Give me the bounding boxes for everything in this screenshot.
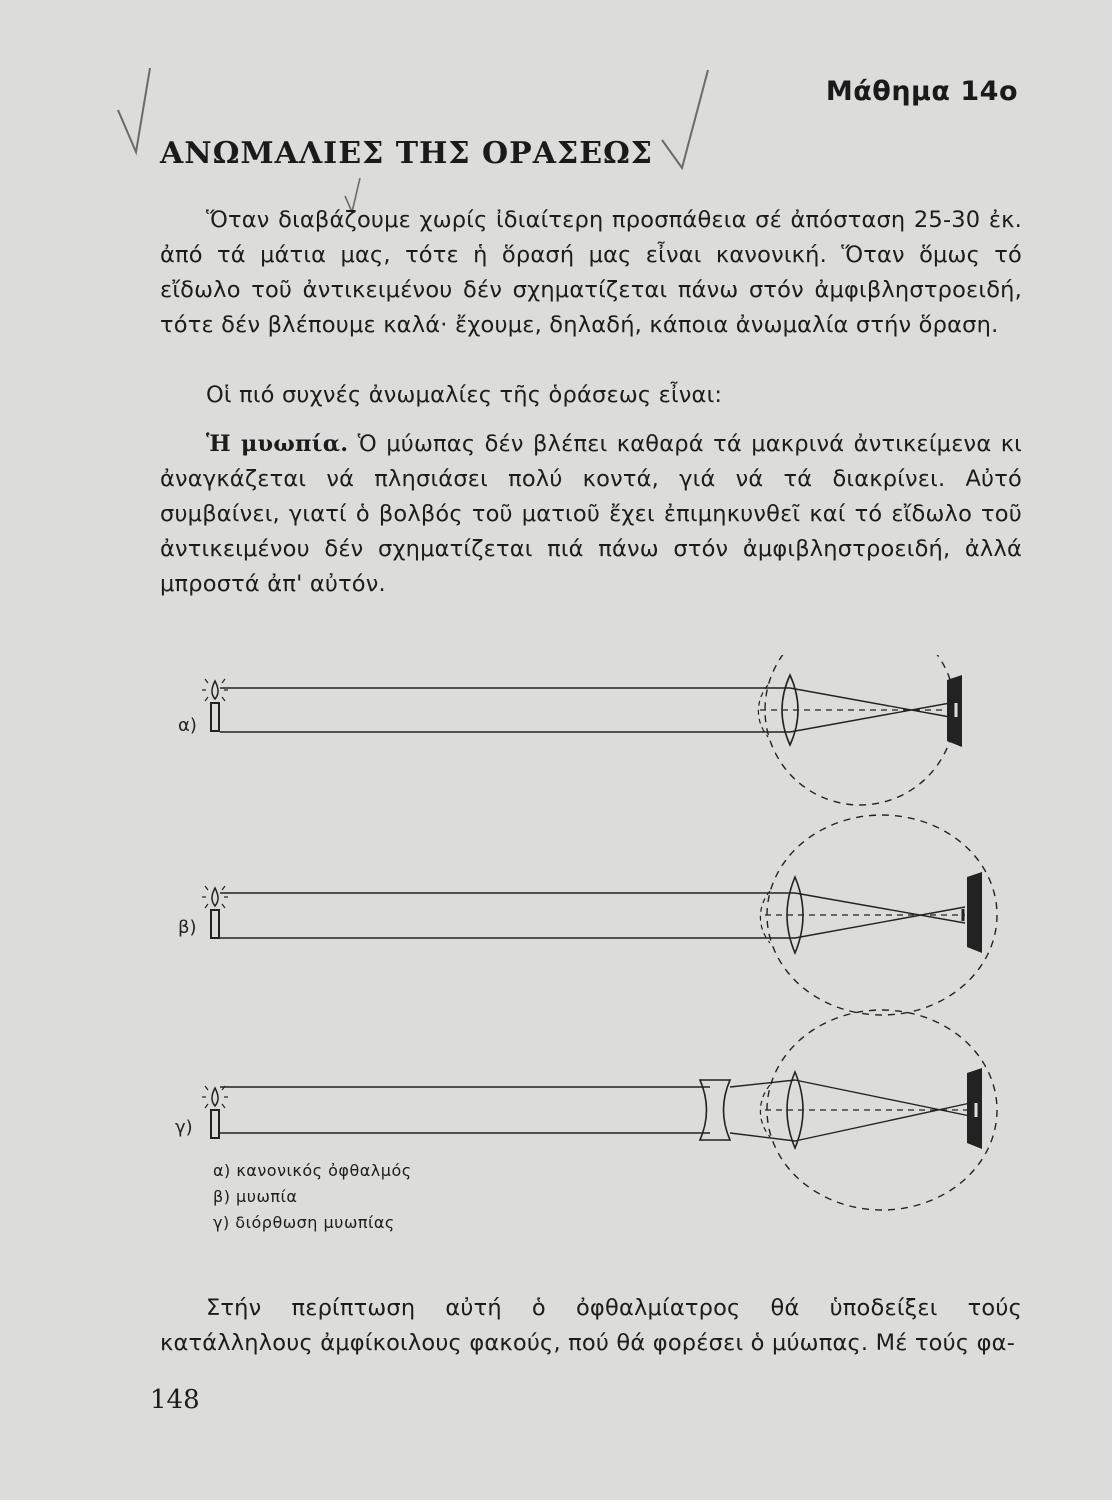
page-number: 148 [150,1385,200,1415]
pencil-check-mark [662,70,708,168]
lesson-number: Μάθημα 14ο [825,76,1018,107]
correction-paragraph [160,1291,1022,1361]
paragraph-anomalies-list: Οἱ πιό συχνές ἀνωμαλίες τῆς ὁράσεως εἶναι: [206,382,723,408]
anomalies-intro [160,378,1022,413]
retina-screen [967,872,982,953]
light-ray [790,688,950,717]
light-ray [795,1102,975,1141]
intro-paragraph [160,203,1022,343]
paragraph-normal-vision: Ὅταν διαβάζουμε χωρίς ἰδιαίτερη προσπάθεια σέ ἀπόσταση 25-30 ἐκ. ἀπό τά μάτια μας, τότε ἡ ὅρασή μας εἶναι κανονική. Ὅταν ὅμως τό εἴδωλο τοῦ ἀντικειμένου δέν σχηματίζεται πάνω στόν ἀμφιβληστροειδή, τότε δέν βλέπουμε καλά· ἔχουμε, δηλαδή, κάποια ἀνωμαλία στήν ὅραση. [160,207,1022,338]
chapter-title: ΑΝΩΜΑΛΙΕΣ ΤΗΣ ΟΡΑΣΕΩΣ [160,136,654,171]
legend-item-myopia: β) μυωπία [213,1187,298,1206]
light-ray [730,1080,795,1087]
light-ray [795,907,965,938]
eyeball-outline [765,655,955,805]
light-ray [795,893,965,923]
myopia-diagram [170,655,1030,1215]
concave-lens [700,1080,730,1140]
label-a: α) [178,715,197,736]
candle-icon [202,886,228,938]
myopia-paragraph [160,427,1022,602]
legend-item-normal: α) κανονικός ὀφθαλμός [213,1161,412,1180]
myopia-text: Ὁ μύωπας δέν βλέπει καθαρά τά μακρινά ἀντικείμενα κι ἀναγκάζεται νά πλησιάσει πολύ κοντά, γιά νά τά διακρίνει. Αὐτό συμβαίνει, γιατί ὁ βολβός τοῦ ματιοῦ ἔχει ἐπιμηκυνθεῖ καί τό εἴδωλο τοῦ ἀντικειμένου δέν σχηματίζεται πιά πάνω στόν ἀμφιβληστροειδή, ἀλλά μπροστά ἀπ' αὐτόν. [160,431,1022,597]
myopia-heading: Ἡ μυωπία. [206,431,349,457]
figure-legend [213,1158,412,1236]
label-b: β) [178,917,197,938]
pencil-check-mark [118,68,150,152]
label-c: γ) [175,1117,193,1138]
light-ray [795,1080,975,1117]
light-ray [730,1133,795,1141]
diagram-normal-eye [178,655,962,805]
light-ray [790,703,950,732]
paragraph-correction: Στήν περίπτωση αὐτή ὁ ὀφθαλμίατρος θά ὑποδείξει τούς κατάλληλους ἀμφίκοιλους φακούς, πού θά φορέσει ὁ μύωπας. Μέ τούς φα- [160,1295,1022,1356]
diagram-myopia [178,815,997,1015]
legend-item-correction: γ) διόρθωση μυωπίας [213,1213,395,1232]
candle-icon [202,1086,228,1138]
candle-icon [202,679,228,731]
